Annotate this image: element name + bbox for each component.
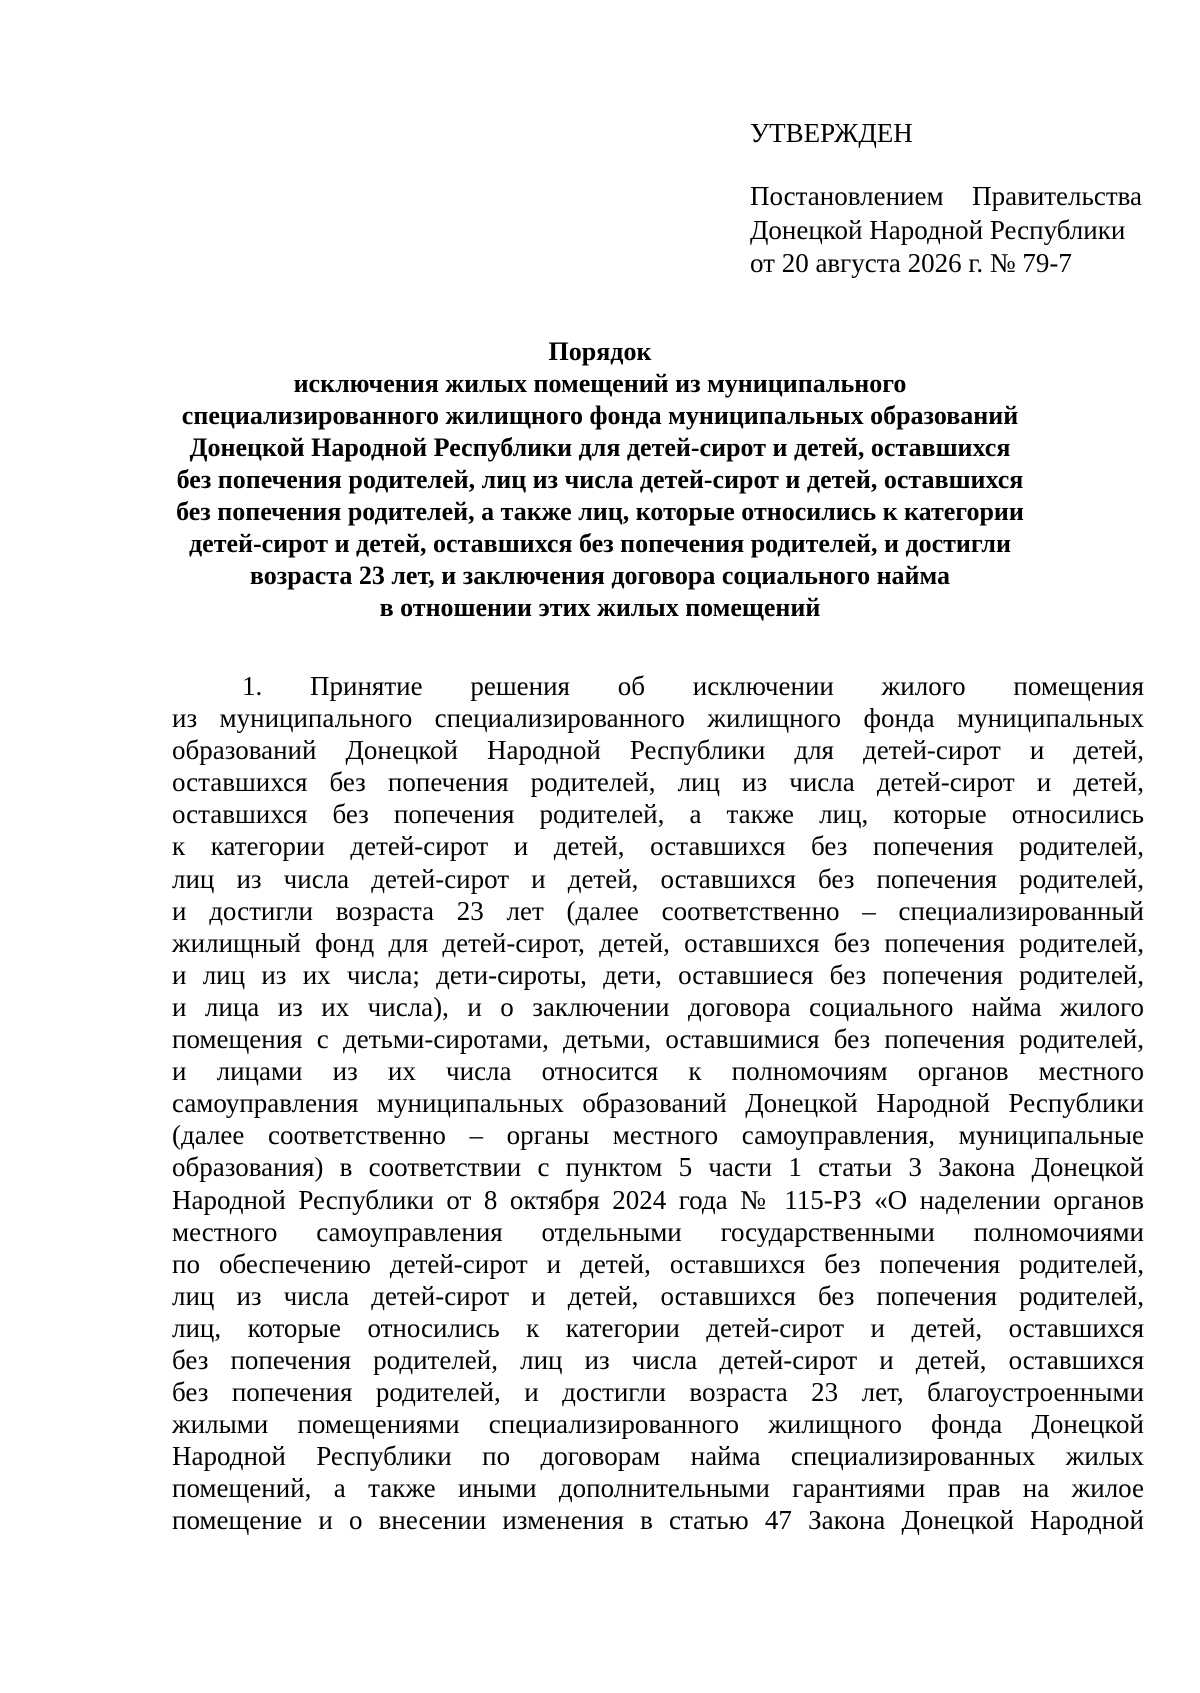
paragraph-line: из муниципального специализированного жилищного фонда муниципальных xyxy=(172,703,1144,734)
paragraph-1 xyxy=(172,670,1144,1537)
decree-line: от 20 августа 2026 г. № 79-7 xyxy=(750,248,1072,278)
paragraph-line: образований Донецкой Народной Республики для детей-сирот и детей, xyxy=(172,735,1144,766)
paragraph-line: (далее соответственно – органы местного самоуправления, муниципальные xyxy=(172,1120,1144,1151)
decree-line: Постановлением Правительства xyxy=(750,181,1142,211)
paragraph-line: по обеспечению детей-сирот и детей, оставшихся без попечения родителей, xyxy=(172,1248,1144,1279)
paragraph-line: оставшихся без попечения родителей, а также лиц, которые относились xyxy=(172,799,1144,830)
title-heading: Порядок xyxy=(548,337,652,366)
title-line: возраста 23 лет, и заключения договора социального найма xyxy=(249,561,951,590)
paragraph-line: Народной Республики от 8 октября 2024 года № 115-РЗ «О наделении органов xyxy=(172,1184,1144,1215)
paragraph-line: помещения с детьми-сиротами, детьми, оставшимися без попечения родителей, xyxy=(172,1024,1144,1055)
document-title xyxy=(150,336,1050,624)
approved-stamp-text: УТВЕРЖДЕН xyxy=(750,118,913,148)
paragraph-line: лиц из числа детей-сирот и детей, оставшихся без попечения родителей, xyxy=(172,863,1144,894)
paragraph-line: и лица из их числа), и о заключении договора социального найма жилого xyxy=(172,991,1144,1022)
paragraph-line: Народной Республики по договорам найма специализированных жилых xyxy=(172,1441,1144,1472)
title-line: специализированного жилищного фонда муниципальных образований xyxy=(181,401,1019,430)
decree-reference xyxy=(750,180,1150,281)
title-line: детей-сирот и детей, оставшихся без попечения родителей, и достигли xyxy=(189,529,1011,558)
paragraph-line: жилыми помещениями специализированного жилищного фонда Донецкой xyxy=(172,1409,1144,1440)
paragraph-line: местного самоуправления отдельными государственными полномочиями xyxy=(172,1216,1144,1247)
title-line: Донецкой Народной Республики для детей-сирот и детей, оставшихся xyxy=(189,433,1011,462)
title-line: в отношении этих жилых помещений xyxy=(379,593,821,622)
paragraph-line: оставшихся без попечения родителей, лиц из числа детей-сирот и детей, xyxy=(172,767,1144,798)
paragraph-line: помещений, а также иными дополнительными гарантиями прав на жилое xyxy=(172,1473,1144,1504)
paragraph-line: без попечения родителей, и достигли возраста 23 лет, благоустроенными xyxy=(172,1377,1144,1408)
title-line: исключения жилых помещений из муниципального xyxy=(293,369,907,398)
paragraph-line: самоуправления муниципальных образований Донецкой Народной Республики xyxy=(172,1088,1144,1119)
paragraph-line: и лиц из их числа; дети-сироты, дети, оставшиеся без попечения родителей, xyxy=(172,959,1144,990)
title-line: без попечения родителей, а также лиц, которые относились к категории xyxy=(176,497,1024,526)
paragraph-line: жилищный фонд для детей-сирот, детей, оставшихся без попечения родителей, xyxy=(172,927,1144,958)
title-line: без попечения родителей, лиц из числа детей-сирот и детей, оставшихся xyxy=(176,465,1024,494)
paragraph-line: 1. Принятие решения об исключении жилого помещения xyxy=(242,671,1144,701)
paragraph-line: помещение и о внесении изменения в статью 47 Закона Донецкой Народной xyxy=(172,1505,1144,1536)
paragraph-line: лиц из числа детей-сирот и детей, оставшихся без попечения родителей, xyxy=(172,1280,1144,1311)
paragraph-line: лиц, которые относились к категории детей-сирот и детей, оставшихся xyxy=(172,1312,1144,1343)
paragraph-line: образования) в соответствии с пунктом 5 части 1 статьи 3 Закона Донецкой xyxy=(172,1152,1144,1183)
paragraph-line: и достигли возраста 23 лет (далее соответственно – специализированный xyxy=(172,895,1144,926)
decree-line: Донецкой Народной Республики xyxy=(750,214,1126,245)
paragraph-line: и лицами из их числа относится к полномочиям органов местного xyxy=(172,1056,1144,1087)
paragraph-line: к категории детей-сирот и детей, оставшихся без попечения родителей, xyxy=(172,831,1144,862)
paragraph-line: без попечения родителей, лиц из числа детей-сирот и детей, оставшихся xyxy=(172,1344,1144,1375)
